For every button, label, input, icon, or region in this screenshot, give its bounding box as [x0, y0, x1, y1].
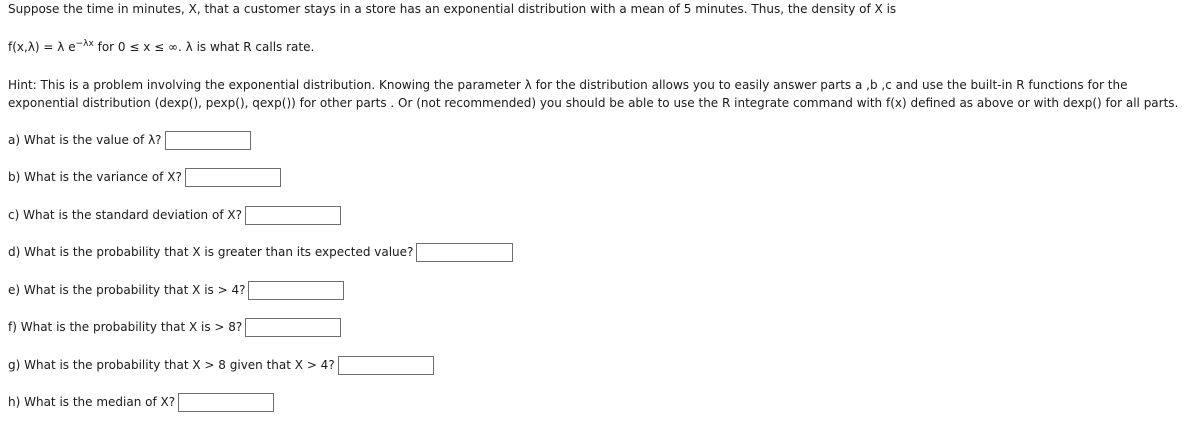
question-e-label: e) What is the probability that X is > 4?: [8, 283, 246, 297]
question-a-label: a) What is the value of λ?: [8, 133, 162, 147]
answer-f-input[interactable]: [245, 318, 341, 337]
question-b: [8, 167, 281, 187]
answer-h-input[interactable]: [178, 393, 274, 412]
question-f-label: f) What is the probability that X is > 8?: [8, 320, 243, 334]
question-d-label: d) What is the probability that X is greater than its expected value?: [8, 245, 414, 259]
formula-rhs: for 0 ≤ x ≤ ∞. λ is what R calls rate.: [93, 40, 315, 54]
density-formula: [8, 39, 314, 55]
question-c-label: c) What is the standard deviation of X?: [8, 208, 242, 222]
formula-exponent: −λx: [75, 39, 94, 49]
question-b-label: b) What is the variance of X?: [8, 170, 182, 184]
hint-line-2: exponential distribution (dexp(), pexp(), qexp()) for other parts . Or (not recommended) you should be able to use the R integrate command with f(x) defined as above or with dexp() for all parts.: [8, 96, 1179, 110]
answer-d-input[interactable]: [416, 243, 513, 262]
question-a: [8, 130, 251, 150]
answer-g-input[interactable]: [338, 356, 434, 375]
question-e: [8, 280, 344, 300]
question-c: [8, 205, 341, 225]
problem-intro: Suppose the time in minutes, X, that a customer stays in a store has an exponential distribution with a mean of 5 minutes. Thus, the density of X is: [8, 2, 897, 16]
question-d: [8, 242, 513, 262]
question-g: [8, 355, 434, 375]
answer-a-input[interactable]: [165, 131, 251, 150]
answer-e-input[interactable]: [248, 281, 344, 300]
answer-c-input[interactable]: [245, 206, 341, 225]
question-f: [8, 317, 341, 337]
question-h: [8, 392, 274, 412]
question-g-label: g) What is the probability that X > 8 given that X > 4?: [8, 358, 335, 372]
answer-b-input[interactable]: [185, 168, 281, 187]
formula-lhs: f(x,λ) = λ e: [8, 40, 76, 54]
hint-line-1: Hint: This is a problem involving the exponential distribution. Knowing the parameter λ for the distribution allows you to easily answer parts a ,b ,c and use the built-in R functions for the: [8, 78, 1128, 92]
question-h-label: h) What is the median of X?: [8, 395, 176, 409]
